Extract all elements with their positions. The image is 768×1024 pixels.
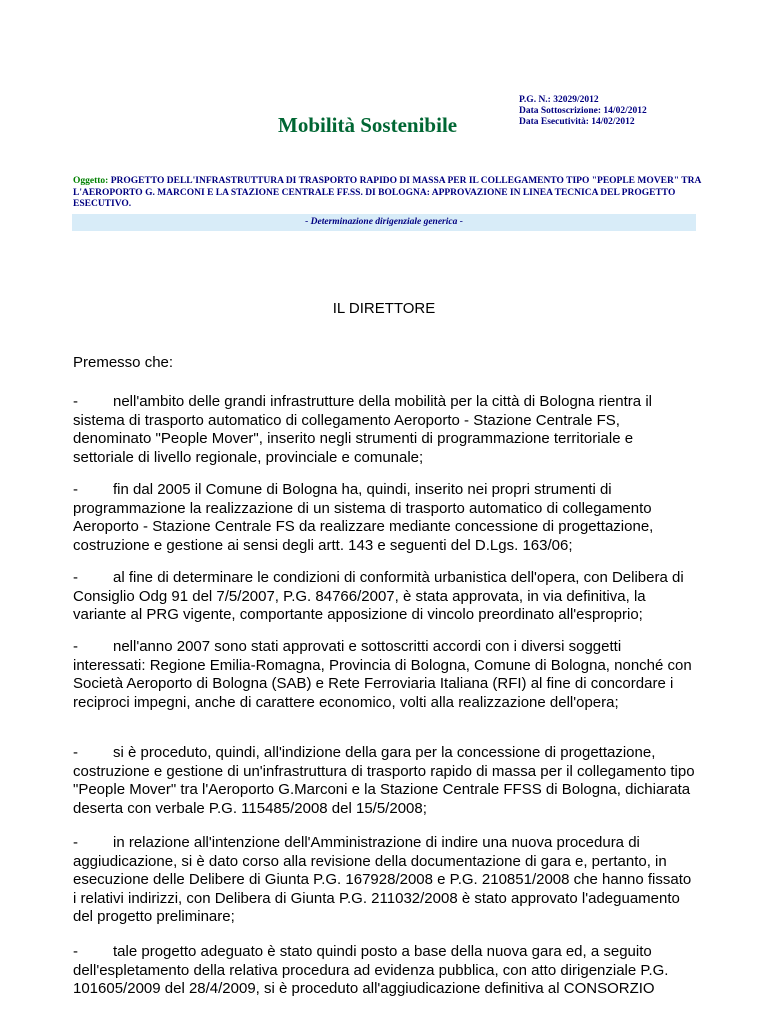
paragraph-text: nell'ambito delle grandi infrastrutture della mobilità per la città di Bologna rientra il sistema di trasporto automatico di collegamento Aeroporto - Stazione Centrale FS, denominato "People Mover", inserito negli strumenti di programmazione territoriale e settoriale di livello regionale, provinciale e comunale; bbox=[73, 393, 652, 466]
paragraph-text: al fine di determinare le condizioni di conformità urbanistica dell'opera, con Delibera di Consiglio Odg 91 del 7/5/2007, P.G. 84766/2007, è stata approvata, in via definitiva, la variante al PRG vigente, comportante apposizione di vincolo preordinato all'esproprio; bbox=[73, 569, 684, 623]
paragraph-text: fin dal 2005 il Comune di Bologna ha, quindi, inserito nei propri strumenti di programmazione la realizzazione di un sistema di trasporto automatico di collegamento Aeroporto - Stazione Centrale FS da realizzare mediante concessione di progettazione, costruzione e gestione ai sensi degli artt. 143 e seguenti del D.Lgs. 163/06; bbox=[73, 481, 654, 554]
bullet-dash: - bbox=[73, 834, 78, 851]
subject-block bbox=[73, 176, 701, 211]
section-heading: IL DIRETTORE bbox=[332, 300, 436, 317]
paragraph bbox=[73, 481, 697, 555]
document-title: Mobilità Sostenibile bbox=[278, 113, 458, 137]
intro-text: Premesso che: bbox=[73, 354, 174, 371]
bullet-dash: - bbox=[73, 569, 78, 586]
signing-date: Data Sottoscrizione: 14/02/2012 bbox=[519, 106, 647, 116]
bullet-dash: - bbox=[73, 638, 78, 655]
paragraph bbox=[73, 744, 697, 818]
bullet-dash: - bbox=[73, 744, 78, 761]
bullet-dash: - bbox=[73, 393, 78, 410]
paragraph-text: si è proceduto, quindi, all'indizione della gara per la concessione di progettazione, costruzione e gestione di un'infrastruttura di trasporto rapido di massa per il collegamento tipo "People Mover" tra l'Aeroporto G.Marconi e la Stazione Centrale FFSS di Bologna, dichiarata deserta con verbale P.G. 115485/2008 del 15/5/2008; bbox=[73, 744, 695, 817]
bullet-dash: - bbox=[73, 481, 78, 498]
paragraph-text: tale progetto adeguato è stato quindi posto a base della nuova gara ed, a seguito dell'espletamento della relativa procedura ad evidenza pubblica, con atto dirigenziale P.G. 101605/2009 del 28/4/2009, si è proceduto all'aggiudicazione definitiva al CONSORZIO bbox=[73, 943, 669, 997]
document-type-band: - Determinazione dirigenziale generica - bbox=[72, 214, 696, 231]
paragraph-text: nell'anno 2007 sono stati approvati e sottoscritti accordi con i diversi soggetti interessati: Regione Emilia-Romagna, Provincia di Bologna, Comune di Bologna, nonché con Società Aeroporto di Bologna (SAB) e Rete Ferroviaria Italiana (RFI) al fine di concordare i reciproci impegni, anche di carattere economico, volti alla realizzazione dell'opera; bbox=[73, 638, 692, 711]
paragraph bbox=[73, 638, 697, 712]
bullet-dash: - bbox=[73, 943, 78, 960]
document-meta bbox=[519, 95, 647, 128]
paragraph bbox=[73, 393, 697, 467]
effective-date: Data Esecutività: 14/02/2012 bbox=[519, 117, 635, 127]
paragraph-text: in relazione all'intenzione dell'Amministrazione di indire una nuova procedura di aggiudicazione, si è dato corso alla revisione della documentazione di gara e, pertanto, in esecuzione delle Delibere di Giunta P.G. 167928/2008 e P.G. 210851/2008 che hanno fissato i relativi indirizzi, con Delibera di Giunta P.G. 211032/2008 è stato approvato l'adeguamento del progetto preliminare; bbox=[73, 834, 692, 925]
paragraph bbox=[73, 834, 697, 927]
paragraph bbox=[73, 943, 697, 999]
protocol-number: P.G. N.: 32029/2012 bbox=[519, 95, 599, 105]
paragraph bbox=[73, 569, 697, 625]
subject-text: PROGETTO DELL'INFRASTRUTTURA DI TRASPORTO RAPIDO DI MASSA PER IL COLLEGAMENTO TIPO "PEOPLE MOVER" TRA L'AEROPORTO G. MARCONI E LA STAZIONE CENTRALE FF.SS. DI BOLOGNA: APPROVAZIONE IN LINEA TECNICA DEL PROGETTO ESECUTIVO. bbox=[73, 176, 701, 209]
subject-label: Oggetto: bbox=[73, 176, 109, 186]
